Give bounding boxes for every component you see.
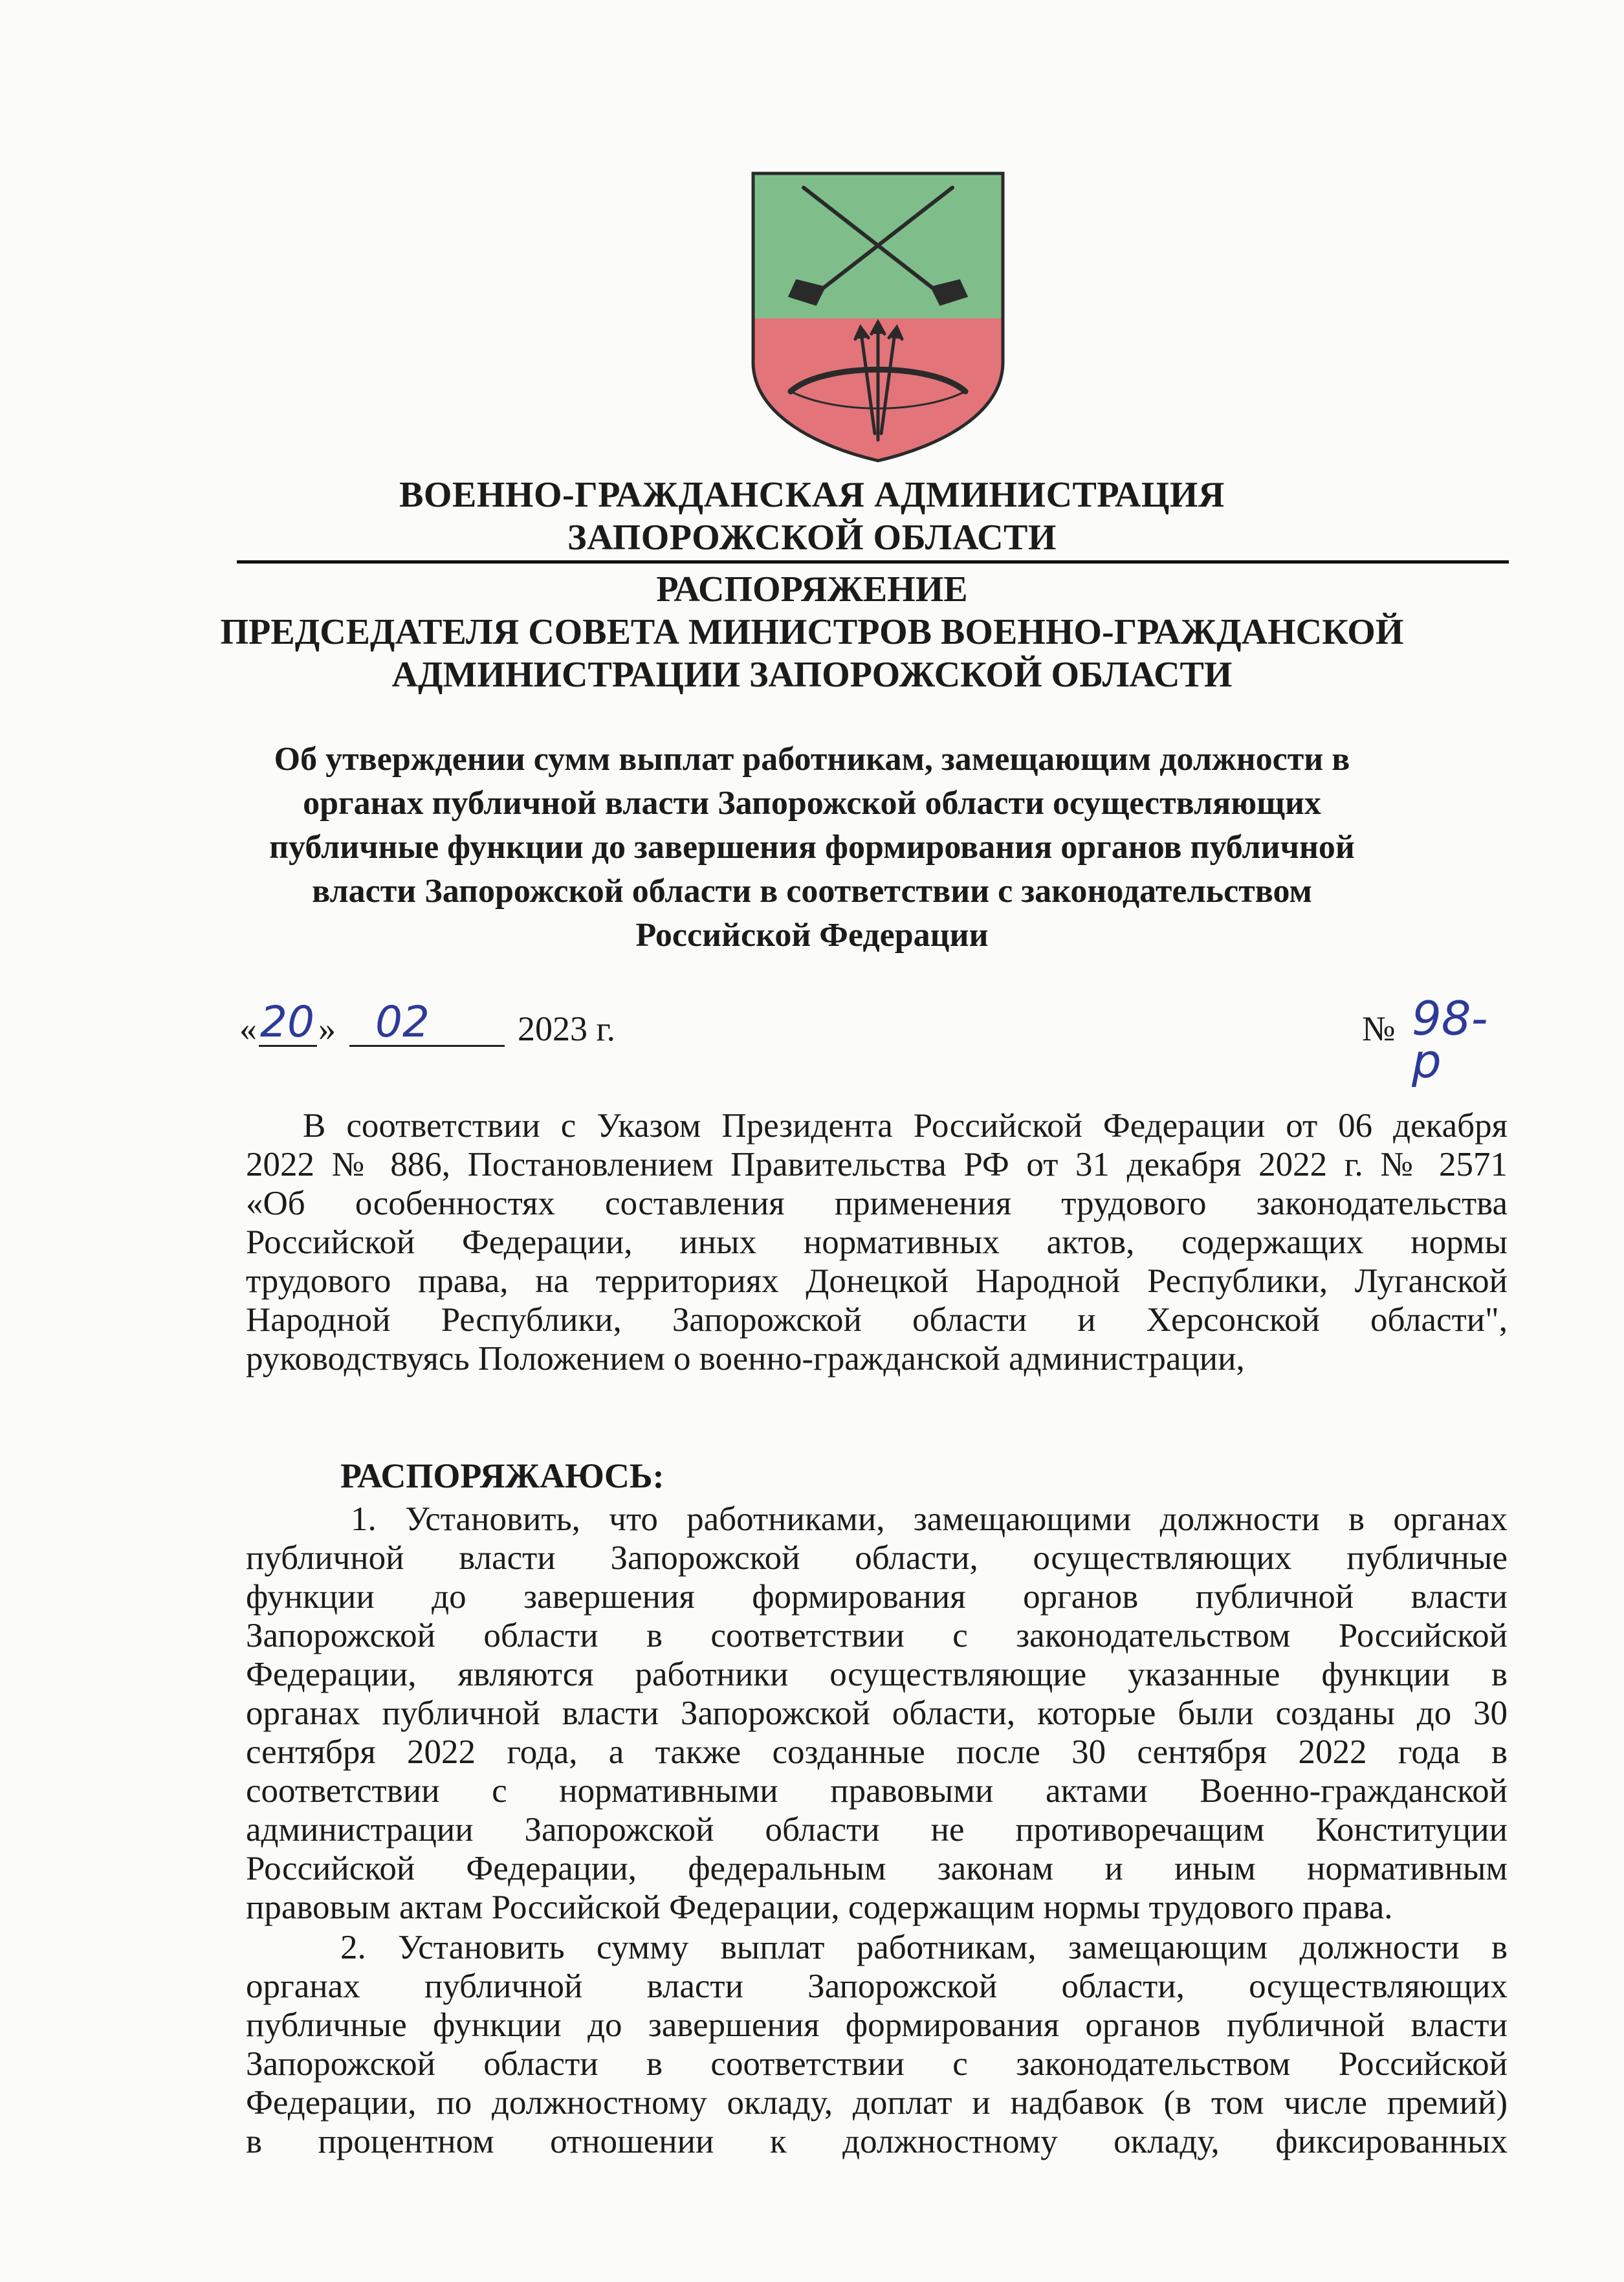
document-subject [220, 738, 1404, 958]
item-1-line: функции до завершения формирования органов публичной власти [246, 1578, 1508, 1616]
item-1-line: правовым актам Российской Федерации, содержащим нормы трудового права. [246, 1889, 1393, 1926]
item-1-line: публичной власти Запорожской области, осуществляющих публичные [246, 1539, 1508, 1577]
date-month-handwritten: 02 [375, 997, 430, 1047]
date-day-handwritten: 20 [260, 997, 314, 1047]
item-1-line: Запорожской области в соответствии с законодательством Российской [246, 1617, 1508, 1654]
preamble-line: Народной Республики, Запорожской области и Херсонской области", [246, 1301, 1508, 1339]
item-2 [246, 1928, 1508, 2161]
date-quote-open: « [239, 1009, 257, 1048]
subject-line: Об утверждении сумм выплат работникам, замещающим должности в [274, 741, 1350, 778]
item-2-line: Запорожской области в соответствии с законодательством Российской [246, 2045, 1508, 2083]
doc-type: РАСПОРЯЖЕНИЕ [656, 569, 968, 609]
organization-name [246, 474, 1378, 559]
coat-of-arms-emblem [745, 168, 1011, 466]
decree-number-handwritten: 98-р [1412, 991, 1488, 1088]
item-2-line: публичные функции до завершения формирования органов публичной власти [246, 2006, 1508, 2044]
item-1-line: органах публичной власти Запорожской области, которые были созданы до 30 [246, 1695, 1508, 1732]
item-1-line: 1. Установить, что работниками, замещающими должности в органах [351, 1500, 1508, 1538]
preamble-line: 2022 № 886, Постановлением Правительства РФ от 31 декабря 2022 г. № 2571 [246, 1146, 1508, 1183]
date-quote-close: » [318, 1009, 336, 1048]
preamble-line: Российской Федерации, иных нормативных актов, содержащих нормы [246, 1223, 1508, 1261]
preamble-line: «Об особенностях составления применения трудового законодательства [246, 1185, 1508, 1222]
subject-line: публичные функции до завершения формирования органов публичной [269, 829, 1355, 866]
item-1-line: администрации Запорожской области не противоречащим Конституции [246, 1811, 1508, 1849]
subject-line: органах публичной власти Запорожской области осуществляющих [303, 785, 1321, 822]
header-divider [237, 560, 1509, 564]
item-2-line: Федерации, по должностному окладу, доплат и надбавок (в том числе премий) [246, 2084, 1508, 2122]
org-line-1: ВОЕННО-ГРАЖДАНСКАЯ АДМИНИСТРАЦИЯ [399, 475, 1225, 515]
item-2-line: 2. Установить сумму выплат работникам, замещающим должности в [340, 1929, 1508, 1966]
issuer-line-2: АДМИНИСТРАЦИИ ЗАПОРОЖСКОЙ ОБЛАСТИ [391, 655, 1233, 695]
item-1-line: Российской Федерации, федеральным законам и иным нормативным [246, 1850, 1508, 1887]
org-line-2: ЗАПОРОЖСКОЙ ОБЛАСТИ [567, 518, 1057, 558]
month-underline [349, 1045, 505, 1047]
item-2-line: в процентном отношении к должностному окладу, фиксированных [246, 2123, 1508, 2160]
item-1-line: сентября 2022 года, а также созданные после 30 сентября 2022 года в [246, 1733, 1508, 1771]
decree-title [194, 568, 1430, 696]
preamble-line: руководствуясь Положением о военно-гражданской администрации, [246, 1340, 1245, 1377]
item-2-line: органах публичной власти Запорожской области, осуществляющих [246, 1968, 1508, 2005]
subject-line: власти Запорожской области в соответствии с законодательством [312, 873, 1312, 910]
item-1-line: Федерации, являются работники осуществляющие указанные функции в [246, 1656, 1508, 1693]
issuer-line-1: ПРЕДСЕДАТЕЛЯ СОВЕТА МИНИСТРОВ ВОЕННО-ГРАЖДАНСКОЙ [220, 612, 1404, 652]
preamble-line: трудового права, на территориях Донецкой Народной Республики, Луганской [246, 1262, 1508, 1300]
preamble-line: В соответствии с Указом Президента Российской Федерации от 06 декабря [303, 1107, 1508, 1145]
item-1 [246, 1500, 1508, 1927]
date-number-line [239, 991, 1501, 1088]
subject-line: Российской Федерации [635, 917, 989, 954]
preamble [246, 1106, 1508, 1378]
order-heading: РАСПОРЯЖАЮСЬ: [340, 1456, 664, 1495]
day-underline [259, 1045, 317, 1047]
date-year: 2023 г. [518, 1009, 616, 1048]
number-sign: № [1362, 1009, 1396, 1048]
item-1-line: соответствии с нормативными правовыми актами Военно-гражданской [246, 1772, 1508, 1810]
